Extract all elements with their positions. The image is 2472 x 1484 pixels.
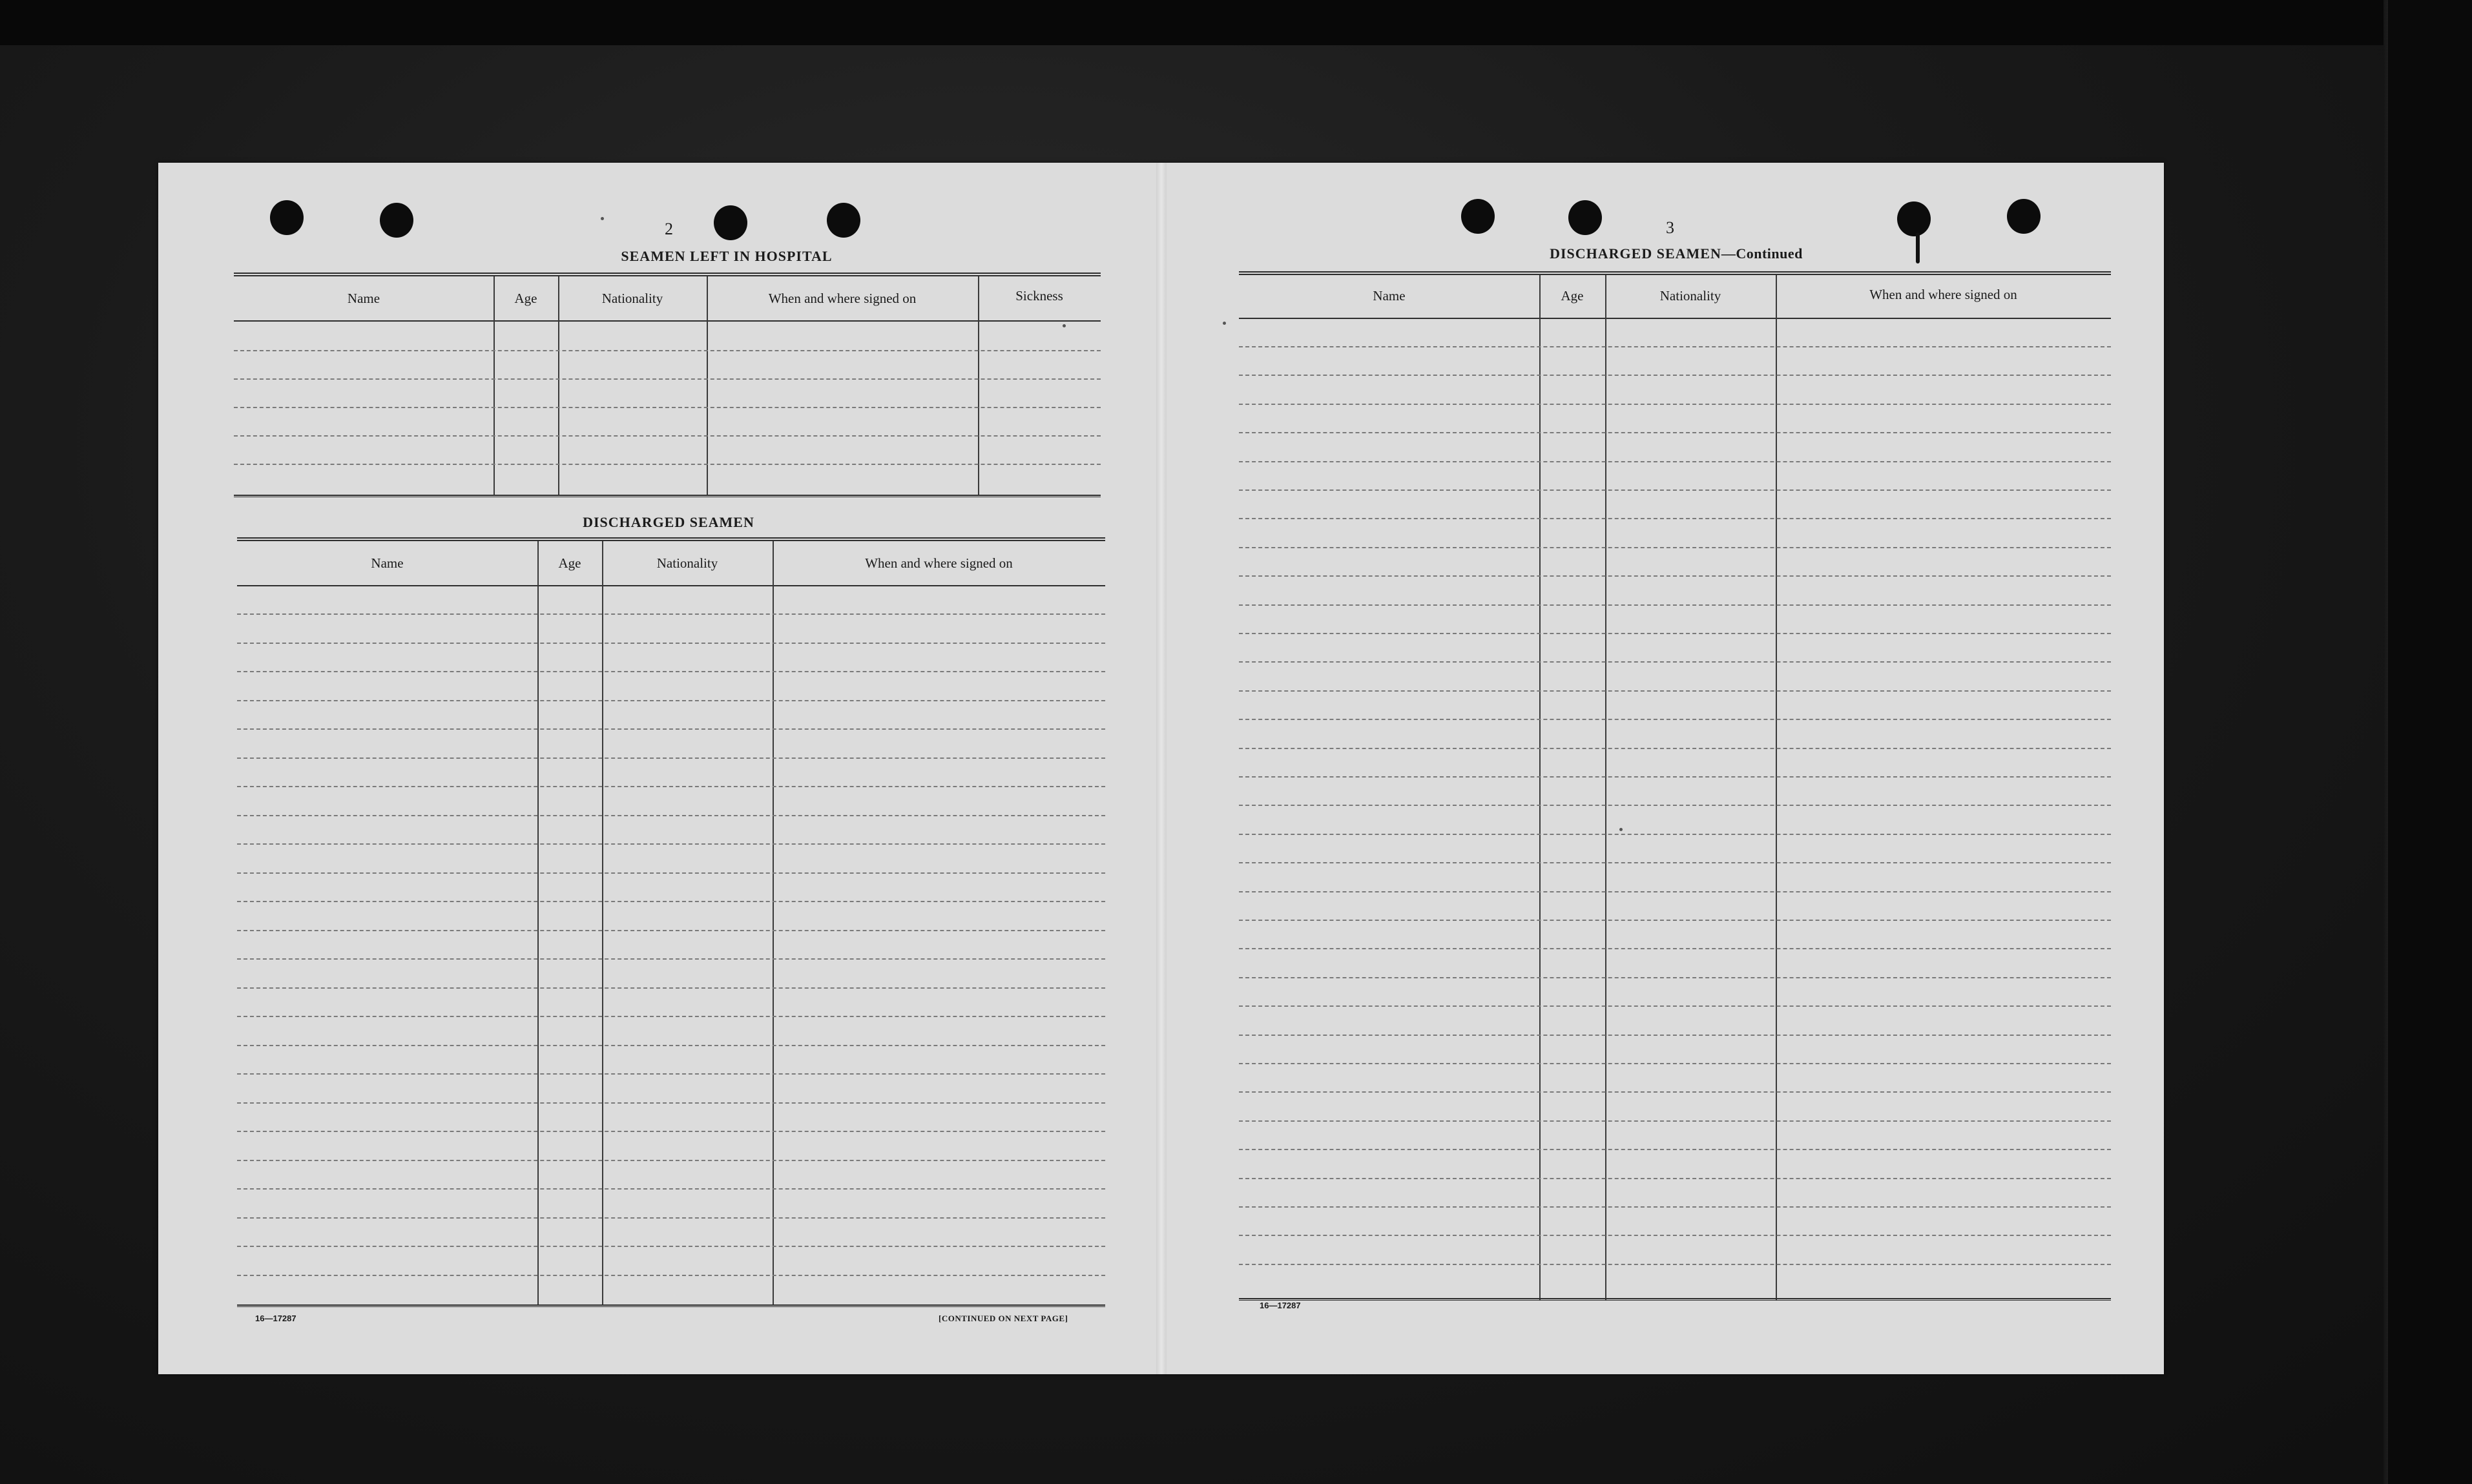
table-top-rule xyxy=(1239,271,2111,275)
column-header-age: Age xyxy=(1561,288,1584,304)
table-row-rule xyxy=(1239,1235,2111,1236)
table-row-rule xyxy=(237,1102,1105,1104)
table-row-rule xyxy=(1239,1206,2111,1208)
table-top-rule xyxy=(234,273,1101,276)
table-row-rule xyxy=(1239,346,2111,347)
table-row-rule xyxy=(237,1160,1105,1161)
column-header-name: Name xyxy=(371,555,404,571)
column-header-nationality: Nationality xyxy=(656,555,718,571)
table-row-rule xyxy=(1239,1149,2111,1150)
column-header-name: Name xyxy=(1373,288,1406,304)
table-row-rule xyxy=(1239,1035,2111,1036)
table-row-rule xyxy=(237,958,1105,960)
table-row-rule xyxy=(237,987,1105,989)
discharged-continued-title xyxy=(1482,245,1870,262)
table-row-rule xyxy=(237,1246,1105,1247)
table-row-rule xyxy=(1239,1178,2111,1179)
column-divider xyxy=(707,276,708,495)
table-top-rule xyxy=(237,537,1105,541)
right-page-number: 3 xyxy=(1666,218,1674,237)
table-row-rule xyxy=(234,435,1101,437)
table-row-rule xyxy=(237,1131,1105,1132)
table-row-rule xyxy=(237,1016,1105,1017)
table-row-rule xyxy=(237,872,1105,874)
punch-hole xyxy=(380,203,413,238)
scan-top-band xyxy=(0,0,2472,45)
table-row-rule xyxy=(234,407,1101,408)
discharged-section-title: DISCHARGED SEAMEN xyxy=(583,514,754,530)
table-row-rule xyxy=(1239,575,2111,577)
paper-speck xyxy=(1223,322,1226,325)
table-row-rule xyxy=(237,643,1105,644)
table-row-rule xyxy=(237,815,1105,816)
table-row-rule xyxy=(237,786,1105,787)
punch-hole xyxy=(2007,199,2041,234)
table-row-rule xyxy=(234,350,1101,351)
table-row-rule xyxy=(1239,776,2111,778)
table-row-rule xyxy=(1239,719,2111,720)
center-fold xyxy=(1156,163,1167,1374)
punch-hole xyxy=(1897,201,1931,236)
table-row-rule xyxy=(1239,604,2111,606)
hospital-section-title: SEAMEN LEFT IN HOSPITAL xyxy=(621,248,833,264)
column-header-sickness: Sickness xyxy=(1015,288,1063,304)
column-divider xyxy=(1605,275,1606,1301)
table-row-rule xyxy=(1239,862,2111,863)
punch-hole xyxy=(1461,199,1495,234)
column-divider xyxy=(558,276,559,495)
table-row-rule xyxy=(237,1045,1105,1046)
paper-speck xyxy=(1063,324,1066,327)
table-row-rule xyxy=(237,700,1105,701)
table-row-rule xyxy=(1239,490,2111,491)
table-row-rule xyxy=(1239,891,2111,892)
table-row-rule xyxy=(1239,1264,2111,1265)
column-divider xyxy=(773,541,774,1306)
discharged-continued-title-main: DISCHARGED SEAMEN xyxy=(1550,245,1721,262)
table-row-rule xyxy=(237,1073,1105,1075)
discharged-continued-title-suffix: —Continued xyxy=(1721,245,1803,262)
column-header-when-where: When and where signed on xyxy=(768,291,917,306)
scan-right-edge xyxy=(2388,0,2472,1484)
table-row-rule xyxy=(1239,547,2111,548)
table-row-rule xyxy=(1239,1063,2111,1064)
header-rule xyxy=(237,585,1105,586)
punch-hole xyxy=(1568,200,1602,235)
paper-tear-mark xyxy=(1916,232,1920,263)
left-form-code: 16—17287 xyxy=(255,1314,296,1323)
table-row-rule xyxy=(1239,1120,2111,1122)
table-row-rule xyxy=(237,613,1105,615)
continued-note: [CONTINUED ON NEXT PAGE] xyxy=(939,1314,1068,1323)
table-row-rule xyxy=(1239,920,2111,921)
table-row-rule xyxy=(237,901,1105,902)
table-row-rule xyxy=(1239,805,2111,806)
punch-hole xyxy=(270,200,304,235)
table-row-rule xyxy=(1239,748,2111,749)
table-row-rule xyxy=(237,1275,1105,1276)
table-row-rule xyxy=(237,843,1105,845)
table-row-rule xyxy=(1239,633,2111,634)
discharged-table-right xyxy=(1239,271,2111,1303)
table-row-rule xyxy=(1239,1091,2111,1093)
table-row-rule xyxy=(237,930,1105,931)
table-row-rule xyxy=(1239,518,2111,519)
table-row-rule xyxy=(237,1217,1105,1219)
table-row-rule xyxy=(1239,375,2111,376)
column-header-age: Age xyxy=(558,555,581,571)
table-row-rule xyxy=(237,671,1105,672)
punch-hole xyxy=(714,205,747,240)
column-header-name: Name xyxy=(347,291,380,306)
table-row-rule xyxy=(234,464,1101,465)
paper-speck xyxy=(601,217,604,220)
table-row-rule xyxy=(1239,461,2111,462)
header-rule xyxy=(234,320,1101,322)
document-sheet xyxy=(158,163,2164,1374)
column-header-when-where: When and where signed on xyxy=(1869,287,2017,302)
column-divider xyxy=(602,541,603,1306)
table-row-rule xyxy=(234,378,1101,380)
table-row-rule xyxy=(1239,977,2111,978)
discharged-table-left xyxy=(237,537,1105,1310)
table-bottom-rule xyxy=(234,495,1101,497)
table-row-rule xyxy=(1239,661,2111,663)
left-page-number: 2 xyxy=(665,220,673,238)
table-row-rule xyxy=(1239,404,2111,405)
column-divider xyxy=(1539,275,1541,1301)
column-divider xyxy=(493,276,495,495)
column-divider xyxy=(537,541,539,1306)
punch-hole xyxy=(827,203,860,238)
table-row-rule xyxy=(237,757,1105,759)
table-bottom-rule xyxy=(237,1304,1105,1307)
table-bottom-rule xyxy=(1239,1298,2111,1301)
hospital-table xyxy=(234,273,1101,497)
column-divider xyxy=(978,276,979,495)
column-header-nationality: Nationality xyxy=(1659,288,1721,304)
column-header-age: Age xyxy=(514,291,537,306)
column-divider xyxy=(1776,275,1777,1301)
table-row-rule xyxy=(1239,432,2111,433)
column-header-when-where: When and where signed on xyxy=(865,555,1013,571)
table-row-rule xyxy=(1239,834,2111,835)
right-form-code: 16—17287 xyxy=(1260,1301,1301,1310)
table-row-rule xyxy=(1239,1005,2111,1007)
header-rule xyxy=(1239,318,2111,319)
table-row-rule xyxy=(237,1188,1105,1190)
table-row-rule xyxy=(1239,948,2111,949)
table-row-rule xyxy=(1239,690,2111,692)
table-row-rule xyxy=(237,728,1105,730)
paper-speck xyxy=(1619,828,1623,831)
column-header-nationality: Nationality xyxy=(601,291,663,306)
